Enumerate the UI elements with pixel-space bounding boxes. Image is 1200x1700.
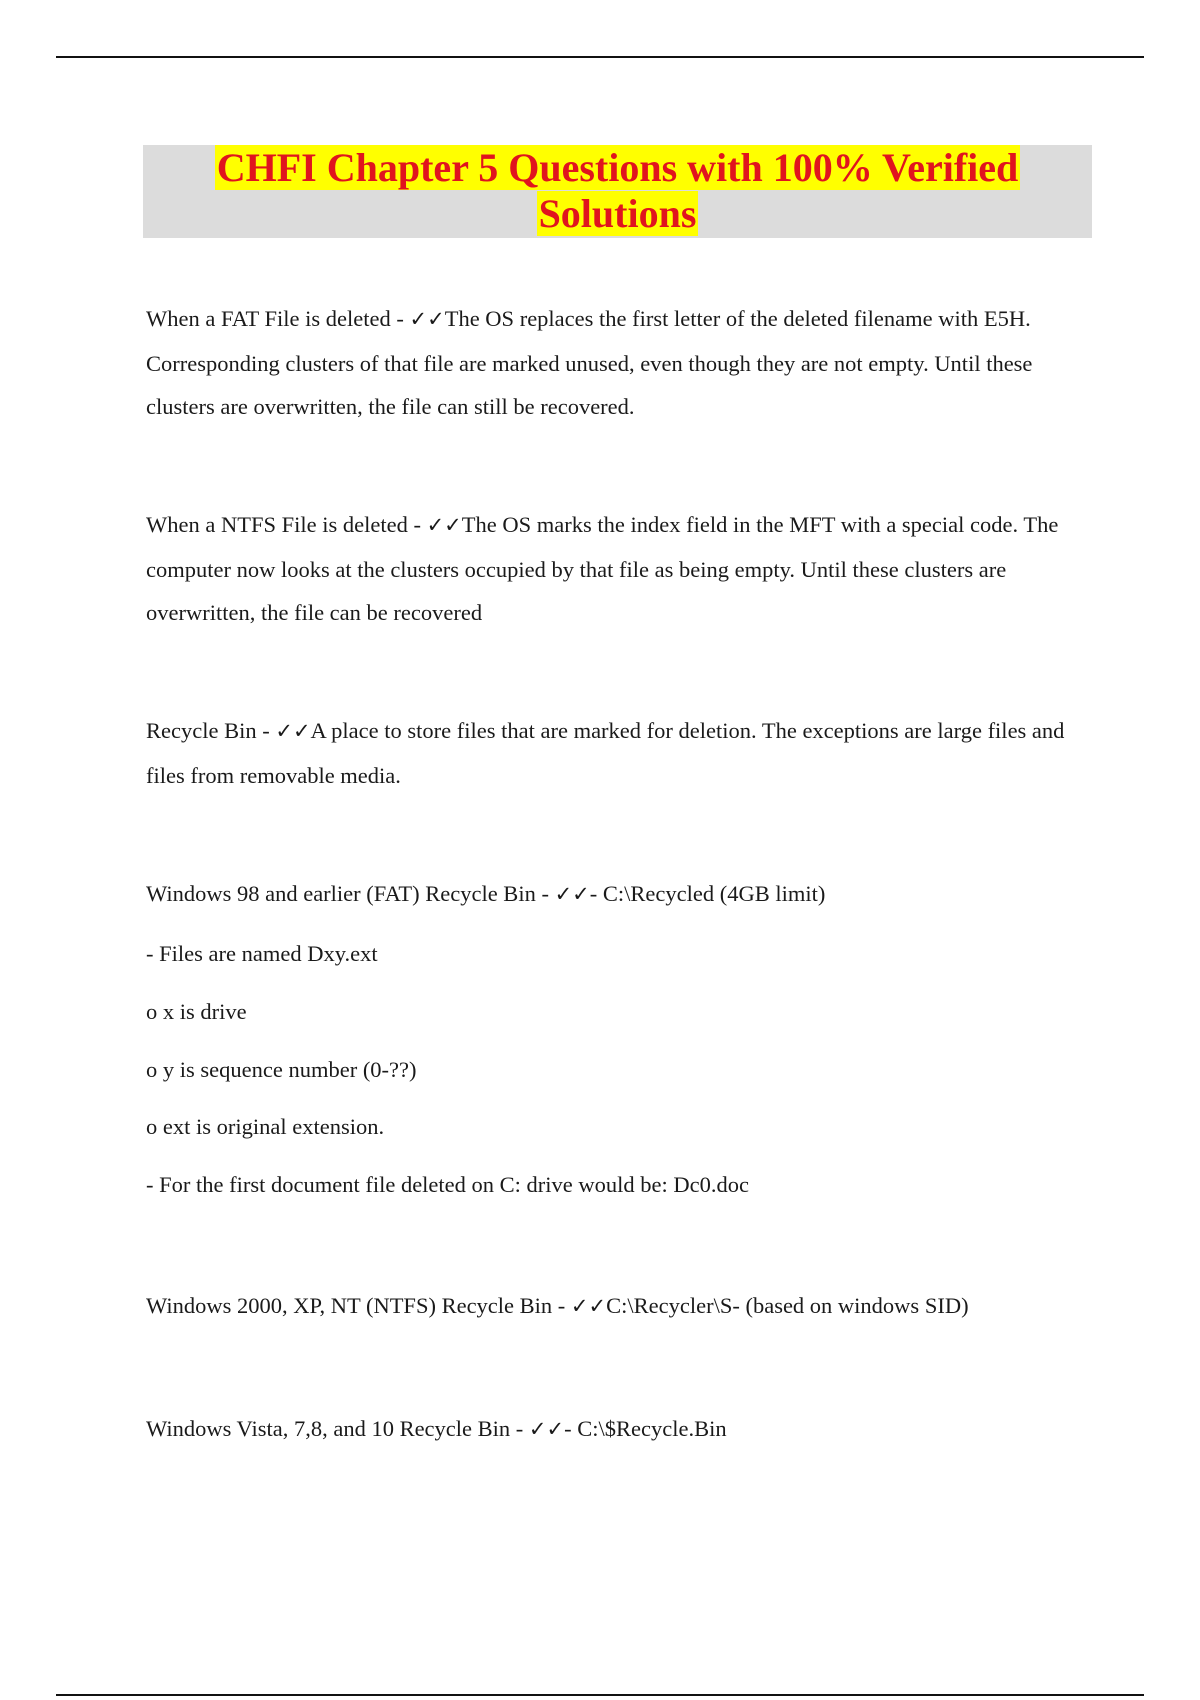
entry-term: When a FAT File is deleted [146,306,391,331]
check-icon: ✓✓ [275,719,311,743]
top-rule [56,56,1144,58]
entry-subline: o ext is original extension. [146,1114,385,1139]
entry-separator: - [510,1416,529,1441]
entry-subline: o x is drive [146,999,247,1024]
flashcard-entry [146,297,1096,429]
flashcard-entry [146,1291,969,1321]
check-icon: ✓✓ [426,513,462,537]
check-icon: ✓✓ [554,882,590,906]
entry-term: Windows 98 and earlier (FAT) Recycle Bin [146,881,536,906]
entry-term: Recycle Bin [146,718,257,743]
bottom-rule [56,1694,1144,1696]
entry-answer: - C:\$Recycle.Bin [564,1416,727,1441]
entry-answer: A place to store files that are marked for deletion. The exceptions are large files and files from removable media. [146,718,1065,788]
entry-term: When a NTFS File is deleted [146,512,408,537]
check-icon: ✓✓ [528,1417,565,1441]
entry-answer: The OS replaces the first letter of the deleted filename with E5H. Corresponding clusters of that file are marked unused, even though they are not empty. Until these clusters are overwritten, the file can still be recovered. [146,306,1033,419]
entry-separator: - [390,306,410,331]
page-title-line-1: CHFI Chapter 5 Questions with 100% Verified [216,145,1019,190]
flashcard-entry [146,503,1096,635]
entry-term: Windows 2000, XP, NT (NTFS) Recycle Bin [146,1293,553,1318]
page-title-line-2: Solutions [538,191,697,236]
entry-separator: - [256,718,276,743]
title-banner [143,145,1092,238]
entry-separator: - [407,512,427,537]
entry-answer: The OS marks the index field in the MFT with a special code. The computer now looks at the clusters occupied by that file as being empty. Until these clusters are overwritten, the file can be recovered [146,512,1059,625]
entry-subline: - For the first document file deleted on C: drive would be: Dc0.doc [146,1172,749,1197]
entry-separator: - [535,881,555,906]
flashcard-entry [146,709,1096,797]
check-icon: ✓✓ [409,307,445,331]
entry-answer: C:\Recycler\S- (based on windows SID) [606,1293,969,1318]
check-icon: ✓✓ [570,1294,607,1318]
entry-subline: - Files are named Dxy.ext [146,941,378,966]
entry-answer: - C:\Recycled (4GB limit) [589,881,826,906]
entry-heading-line [146,879,825,909]
entry-term: Windows Vista, 7,8, and 10 Recycle Bin [146,1416,511,1441]
entry-separator: - [552,1293,571,1318]
flashcard-entry [146,1414,727,1444]
entry-subline: o y is sequence number (0-??) [146,1057,417,1082]
